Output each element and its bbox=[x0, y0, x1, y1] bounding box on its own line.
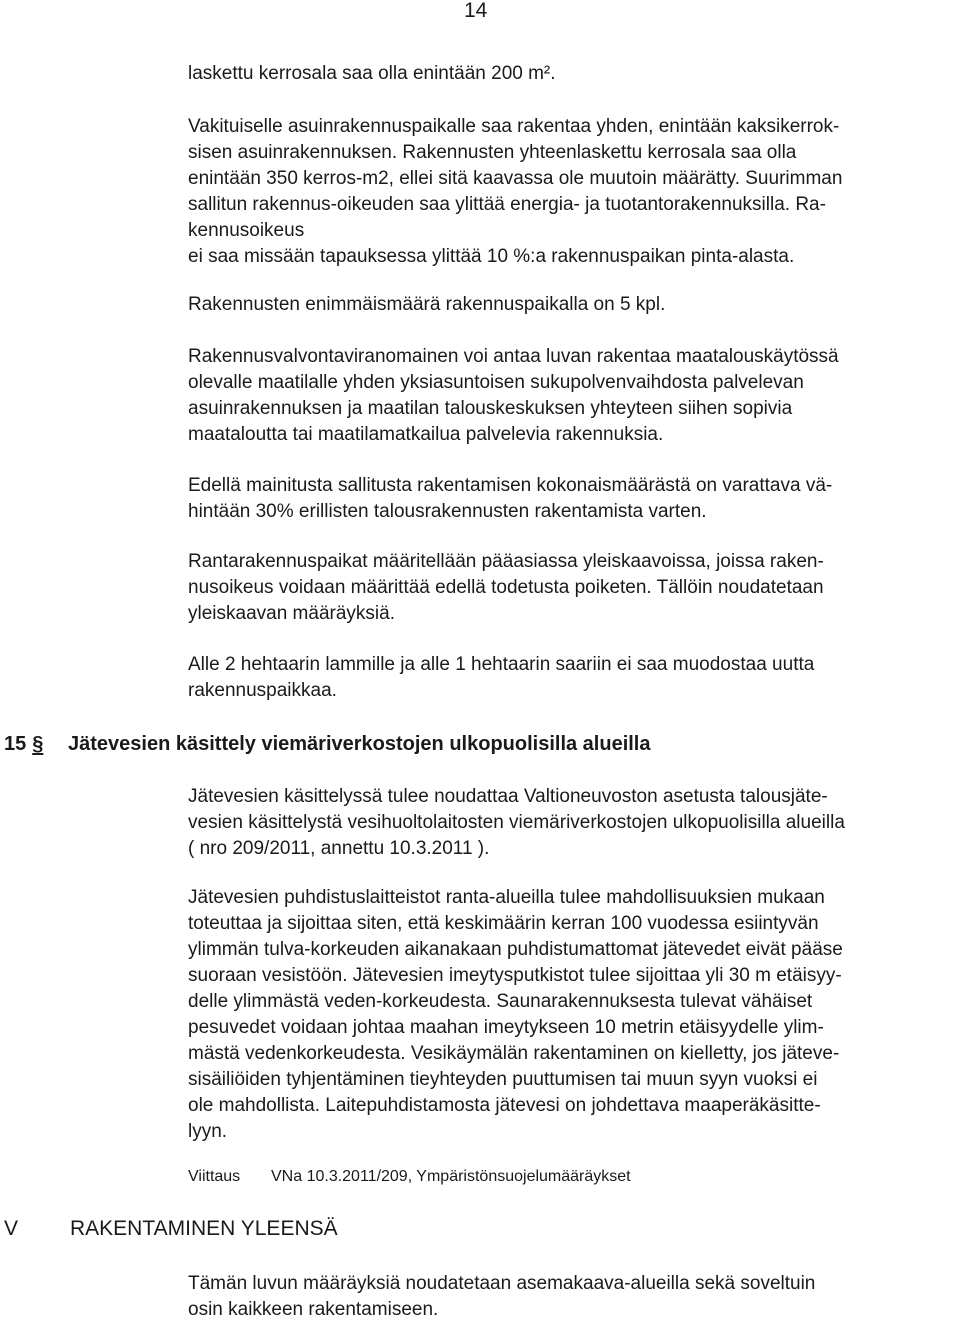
section-title: Jätevesien käsittely viemäriverkostojen ulkopuolisilla alueilla bbox=[68, 733, 651, 755]
section-number: 15 bbox=[4, 733, 27, 755]
text-line: Alle 2 hehtaarin lammille ja alle 1 hehtaarin saariin ei saa muodostaa uutta bbox=[188, 654, 815, 675]
text-line: ole mahdollista. Laitepuhdistamosta jätevesi on johdettava maaperäkäsitte- bbox=[188, 1095, 821, 1116]
text-line: mästä vedenkorkeudesta. Vesikäymälän rakentaminen on kielletty, jos jäteve- bbox=[188, 1043, 840, 1064]
reference-label: Viittaus bbox=[188, 1168, 241, 1185]
text-line: Jätevesien käsittelyssä tulee noudattaa Valtioneuvoston asetusta talousjäte- bbox=[188, 786, 828, 807]
text-line: ( nro 209/2011, annettu 10.3.2011 ). bbox=[188, 838, 490, 859]
paragraph-ponds-islands bbox=[188, 652, 960, 704]
text-line: Jätevesien puhdistuslaitteistot ranta-alueilla tulee mahdollisuuksien mukaan bbox=[188, 887, 825, 908]
text-line: toteuttaa ja sijoittaa siten, että keskimäärin kerran 100 vuodessa esiintyvän bbox=[188, 913, 819, 934]
text-line: suoraan vesistöön. Jätevesien imeytysputkistot tulee sijoittaa yli 30 m etäisyy- bbox=[188, 965, 842, 986]
reference-value: VNa 10.3.2011/209, Ympäristönsuojelumääräykset bbox=[271, 1168, 631, 1185]
text-line: lyyn. bbox=[188, 1121, 228, 1142]
chapter-title: RAKENTAMINEN YLEENSÄ bbox=[70, 1217, 338, 1240]
reference bbox=[188, 1166, 631, 1188]
text-line: delle ylimmästä veden-korkeudesta. Saunarakennuksesta tulevat vähäiset bbox=[188, 991, 813, 1012]
text-line: Rakennusvalvontaviranomainen voi antaa luvan rakentaa maatalouskäytössä bbox=[188, 346, 839, 367]
text-line: sisen asuinrakennuksen. Rakennusten yhteenlaskettu kerrosala saa olla bbox=[188, 142, 797, 163]
text-line: Vakituiselle asuinrakennuspaikalle saa rakentaa yhden, enintään kaksikerrok- bbox=[188, 116, 840, 137]
text-line: ylimmän tulva-korkeuden aikanakaan puhdistumattomat jätevedet eivät pääse bbox=[188, 939, 843, 960]
paragraph-chapter-scope bbox=[188, 1271, 960, 1323]
text-line: Rakennusten enimmäismäärä rakennuspaikalla on 5 kpl. bbox=[188, 294, 666, 315]
text-line: Edellä mainitusta sallitusta rakentamisen kokonaismäärästä on varattava vä- bbox=[188, 475, 833, 496]
text-line: olevalle maatilalle yhden yksiasuntoisen sukupolvenvaihdosta palvelevan bbox=[188, 372, 804, 393]
paragraph-residential-building bbox=[188, 114, 960, 270]
text-line: laskettu kerrosala saa olla enintään 200 m². bbox=[188, 63, 556, 84]
text-line: Tämän luvun määräyksiä noudatetaan asemakaava-alueilla sekä soveltuin bbox=[188, 1273, 816, 1294]
text-line: pesuvedet voidaan johtaa maahan imeytykseen 10 metrin etäisyydelle ylim- bbox=[188, 1017, 824, 1038]
text-line: vesien käsittelystä vesihuoltolaitosten viemäriverkostojen ulkopuolisilla alueilla bbox=[188, 812, 845, 833]
section-heading-15 bbox=[4, 731, 651, 757]
text-line: yleiskaavan määräyksiä. bbox=[188, 603, 395, 624]
text-line: nusoikeus voidaan määrittää edellä todetusta poiketen. Tällöin noudatetaan bbox=[188, 577, 824, 598]
paragraph-max-buildings bbox=[188, 292, 960, 318]
text-line: sallitun rakennus-oikeuden saa ylittää energia- ja tuotantorakennuksilla. Ra- bbox=[188, 194, 826, 215]
paragraph-shore-building-sites bbox=[188, 549, 960, 627]
paragraph-outbuildings-reserve bbox=[188, 473, 960, 525]
text-line: Rantarakennuspaikat määritellään pääasiassa yleiskaavoissa, joissa raken- bbox=[188, 551, 824, 572]
text-line: osin kaikkeen rakentamiseen. bbox=[188, 1299, 439, 1320]
chapter-number: V bbox=[4, 1217, 19, 1240]
paragraph-wastewater-decree bbox=[188, 784, 960, 862]
text-line: kennusoikeus bbox=[188, 220, 305, 241]
paragraph-shore-treatment bbox=[188, 885, 960, 1145]
paragraph-farm-building-permit bbox=[188, 344, 960, 448]
text-line: enintään 350 kerros-m2, ellei sitä kaavassa ole muutoin määrätty. Suurimman bbox=[188, 168, 843, 189]
text-line: sisäiliöiden tyhjentäminen tieyhteyden puuttumisen tai muun syyn vuoksi ei bbox=[188, 1069, 818, 1090]
page-number: 14 bbox=[464, 0, 488, 22]
paragraph-floor-area-limit bbox=[188, 61, 960, 87]
text-line: hintään 30% erillisten talousrakennusten rakentamista varten. bbox=[188, 501, 707, 522]
text-line: asuinrakennuksen ja maatilan talouskeskuksen yhteyteen siihen sopivia bbox=[188, 398, 793, 419]
text-line: maataloutta tai maatilamatkailua palvelevia rakennuksia. bbox=[188, 424, 664, 445]
text-line: ei saa missään tapauksessa ylittää 10 %:a rakennuspaikan pinta-alasta. bbox=[188, 246, 795, 267]
chapter-heading-v bbox=[4, 1216, 338, 1242]
section-symbol: § bbox=[32, 733, 44, 755]
text-line: rakennuspaikkaa. bbox=[188, 680, 337, 701]
